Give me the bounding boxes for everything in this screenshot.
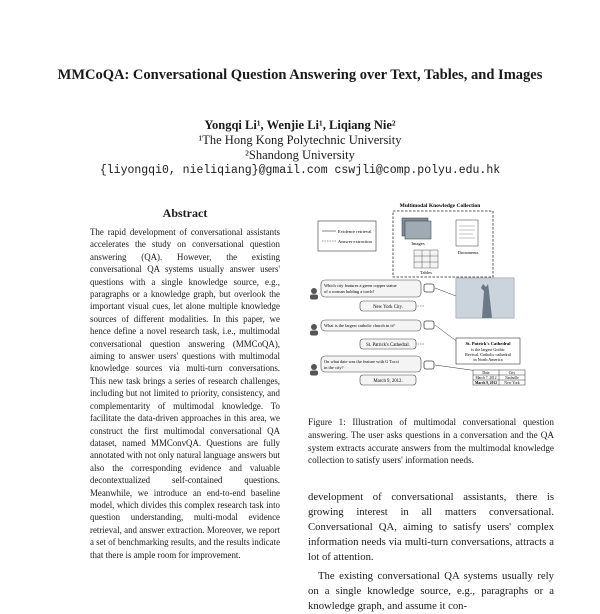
table-h2: City — [508, 371, 516, 375]
fig-documents-label: Documents — [457, 250, 479, 255]
table-r1c1: March 7, 2012 — [475, 376, 497, 380]
fig-legend-box — [318, 221, 376, 251]
doc-title: St. Patrick's Cathedral — [465, 341, 511, 346]
table-r2c1: March 9, 2012 — [475, 381, 497, 385]
affiliation-1: ¹The Hong Kong Polytechnic University — [198, 133, 402, 147]
abstract-heading: Abstract — [162, 206, 208, 220]
table-r1c2: Nashville — [505, 376, 519, 380]
doc-line-3: in North America — [473, 357, 503, 362]
author-names: Yongqi Li¹, Wenjie Li¹, Liqiang Nie² — [204, 118, 396, 132]
fig-legend-evidence: Evidence retrieval — [338, 229, 372, 234]
fig-table-icon — [414, 250, 438, 268]
author-block — [40, 118, 560, 178]
figure-illustration — [308, 196, 554, 386]
body-paragraph-2: The existing conversational QA systems usually rely on a single knowledge source, e.g., paragraphs or a knowledge graph, and assume it con- — [308, 570, 554, 612]
user-icon — [310, 288, 318, 376]
fig-image-thumb-2 — [405, 221, 431, 239]
doc-line-1: is the largest Gothic — [471, 347, 505, 352]
table-h1: Date — [482, 371, 490, 375]
q1-text-a: Which city features a green copper statue — [324, 283, 397, 288]
author-emails: {liyongqi0, nieliqiang}@gmail.com cswjli@comp.polyu.edu.hk — [99, 164, 501, 177]
fig-legend-answer: Answer extraction — [338, 239, 372, 244]
abstract-text: The rapid development of conversational assistants accelerates the study on conversational question answering (QA). However, the existing conversational QA systems usually answer users' questions with a single knowledge source, e.g., paragraphs or a knowledge graph, but overlook the important visual cues, let alone multiple knowledge sources of different modalities. In this paper, we hence define a novel research task, i.e., multimodal conversational question answering (MMCoQA), aiming to answer users' questions with multimodal knowledge sources via multi-turn conversations. This new task brings a series of research challenges, including but not limited to priority, consistency, and complementarity of multimodal knowledge. To facilitate the data-driven approaches in this area, we construct the first multimodal conversational QA dataset, named MMConvQA. Questions are fully annotated with not only natural language answers but also the corresponding evidence and valuable decontextualized self-contained questions. Meanwhile, we introduce an end-to-end baseline model, which divides this complex research task into question understanding, multi-modal evidence retrieval, and answer extraction. Moreover, we report a set of benchmarking results, and the results indicate that there is ample room for improvement. — [90, 227, 281, 560]
fig-document-icon — [456, 220, 478, 246]
q3-text-b: in the city? — [324, 365, 344, 370]
q3-text-a: On what date was the feature with G Tocci — [324, 359, 399, 364]
a3-text: March 9, 2012. — [373, 379, 403, 384]
fig-images-label: Images — [411, 241, 425, 246]
q2-text: What is the largest catholic church in it? — [324, 323, 395, 328]
paper-title: MMCoQA: Conversational Question Answering over Text, Tables, and Images — [57, 67, 543, 83]
a2-text: St. Patrick's Cathedral. — [366, 343, 410, 348]
abstract-body — [90, 226, 280, 561]
fig-collection-label: Multimodal Knowledge Collection — [399, 203, 481, 209]
doc-line-2: Revival, Catholic cathedral — [465, 352, 511, 357]
q1-text-b: of a woman holding a torch? — [324, 289, 375, 294]
fig-tables-label: Tables — [420, 270, 432, 275]
robot-icon — [424, 284, 434, 369]
affiliation-2: ²Shandong University — [245, 148, 355, 162]
figure-caption: Figure 1: Illustration of multimodal conversational question answering. The user asks questions in a conversation and the QA system extracts accurate answers from the multimodal knowledge collection to satisfy users' information needs. — [308, 417, 554, 466]
body-paragraph-1: development of conversational assistants, there is growing interest in all matters conversational. Conversational QA, aiming to satisfy users' complex information needs via multi-turn conversations, attracts a lot of attention. — [308, 491, 554, 563]
table-r2c2: New York — [504, 381, 520, 385]
a1-text: New York City. — [373, 305, 403, 310]
